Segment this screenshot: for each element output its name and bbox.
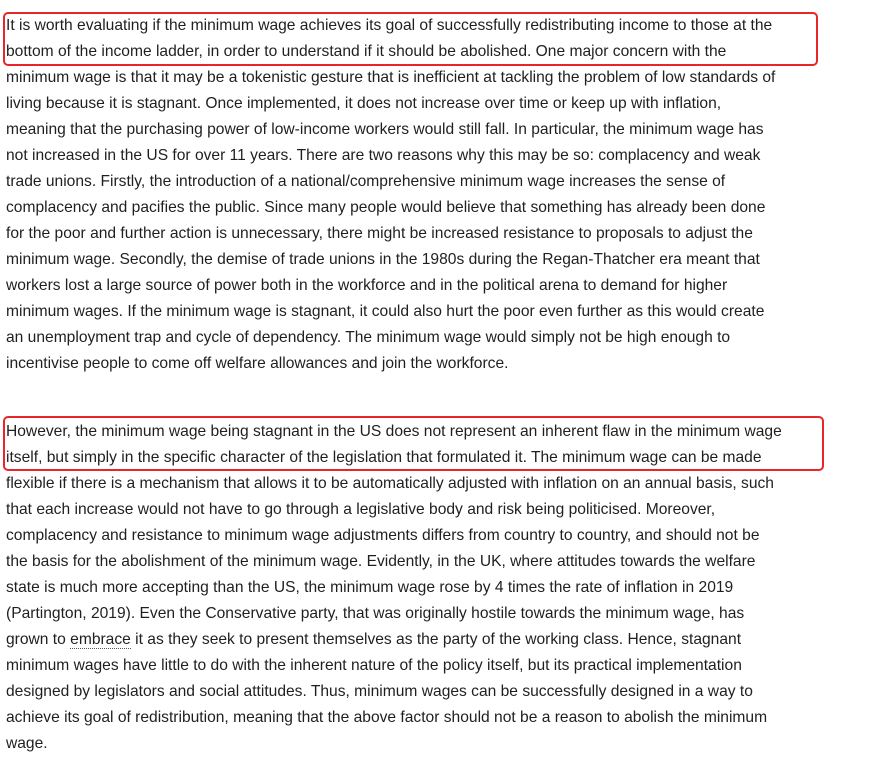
- text-line: flexible if there is a mechanism that allows it to be automatically adjusted with inflation on an annual basis, such: [6, 475, 774, 492]
- text-line: that each increase would not have to go through a legislative body and risk being politicised. Moreover,: [6, 501, 716, 518]
- text-line: workers lost a large source of power both in the workforce and in the political arena to demand for higher: [6, 277, 728, 294]
- text-line: the basis for the abolishment of the minimum wage. Evidently, in the UK, where attitudes towards the welfare: [6, 553, 756, 570]
- text-line: minimum wage is that it may be a tokenistic gesture that is inefficient at tackling the problem of low standards of: [6, 69, 776, 86]
- text-line: (Partington, 2019). Even the Conservative party, that was originally hostile towards the minimum wage, has: [6, 605, 745, 622]
- text-line: state is much more accepting than the US, the minimum wage rose by 4 times the rate of inflation in 2019: [6, 579, 734, 596]
- paragraph-2: [6, 419, 826, 757]
- text-line: itself, but simply in the specific character of the legislation that formulated it. The minimum wage can be made: [6, 449, 762, 466]
- text-line: However, the minimum wage being stagnant in the US does not represent an inherent flaw in the minimum wage: [6, 423, 782, 440]
- embrace-link[interactable]: embrace: [70, 631, 131, 648]
- text-line: designed by legislators and social attitudes. Thus, minimum wages can be successfully designed in a way to: [6, 683, 753, 700]
- text-line: It is worth evaluating if the minimum wage achieves its goal of successfully redistributing income to those at the: [6, 17, 773, 34]
- text-line: minimum wage. Secondly, the demise of trade unions in the 1980s during the Regan-Thatcher era meant that: [6, 251, 760, 268]
- text-line: living because it is stagnant. Once implemented, it does not increase over time or keep up with inflation,: [6, 95, 722, 112]
- text-fragment: grown to: [6, 631, 66, 648]
- text-line-with-link: [6, 627, 826, 653]
- text-line: minimum wages. If the minimum wage is stagnant, it could also hurt the poor even further as this would create: [6, 303, 765, 320]
- paragraph-spacer: [6, 377, 826, 419]
- text-line: complacency and resistance to minimum wage adjustments differs from country to country, and should not be: [6, 527, 760, 544]
- text-line: minimum wages have little to do with the inherent nature of the policy itself, but its practical implementation: [6, 657, 742, 674]
- text-line: not increased in the US for over 11 years. There are two reasons why this may be so: complacency and weak: [6, 147, 761, 164]
- text-line: complacency and pacifies the public. Since many people would believe that something has already been done: [6, 199, 766, 216]
- text-line: incentivise people to come off welfare allowances and join the workforce.: [6, 355, 509, 372]
- text-line: bottom of the income ladder, in order to understand if it should be abolished. One major concern with the: [6, 43, 727, 60]
- text-line: achieve its goal of redistribution, meaning that the above factor should not be a reason to abolish the minimum: [6, 709, 768, 726]
- text-line: wage.: [6, 735, 48, 752]
- paragraph-1: [6, 13, 826, 377]
- text-line: meaning that the purchasing power of low-income workers would still fall. In particular, the minimum wage has: [6, 121, 764, 138]
- text-fragment: it as they seek to present themselves as the party of the working class. Hence, stagnant: [130, 631, 742, 648]
- text-line: trade unions. Firstly, the introduction of a national/comprehensive minimum wage increases the sense of: [6, 173, 726, 190]
- text-line: an unemployment trap and cycle of dependency. The minimum wage would simply not be high enough to: [6, 329, 731, 346]
- document-body: [6, 13, 826, 757]
- text-line: for the poor and further action is unnecessary, there might be increased resistance to proposals to adjust the: [6, 225, 753, 242]
